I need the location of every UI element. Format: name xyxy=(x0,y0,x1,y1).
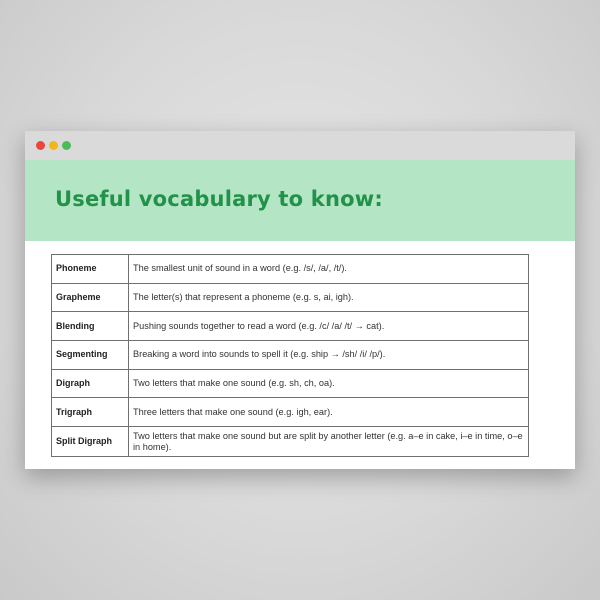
term-cell: Segmenting xyxy=(52,341,129,370)
definition-cell: The smallest unit of sound in a word (e.g. /s/, /a/, /t/). xyxy=(129,255,529,284)
heading-banner xyxy=(25,160,575,241)
window-titlebar xyxy=(25,131,575,160)
maximize-window-icon[interactable] xyxy=(62,141,71,150)
table-row xyxy=(52,427,529,457)
definition-cell: Pushing sounds together to read a word (e.g. /c/ /a/ /t/ → cat). xyxy=(129,312,529,341)
table-row xyxy=(52,369,529,398)
table-row xyxy=(52,255,529,284)
browser-window xyxy=(25,131,575,469)
table-row xyxy=(52,341,529,370)
close-window-icon[interactable] xyxy=(36,141,45,150)
term-cell: Split Digraph xyxy=(52,427,129,457)
minimize-window-icon[interactable] xyxy=(49,141,58,150)
definition-cell: Breaking a word into sounds to spell it (e.g. ship → /sh/ /i/ /p/). xyxy=(129,341,529,370)
term-cell: Trigraph xyxy=(52,398,129,427)
table-row xyxy=(52,312,529,341)
term-cell: Grapheme xyxy=(52,283,129,312)
table-row xyxy=(52,283,529,312)
term-cell: Blending xyxy=(52,312,129,341)
definition-cell: Two letters that make one sound but are split by another letter (e.g. a–e in cake, i–e in time, o–e in home). xyxy=(129,427,529,457)
term-cell: Phoneme xyxy=(52,255,129,284)
table-row xyxy=(52,398,529,427)
definition-cell: The letter(s) that represent a phoneme (e.g. s, ai, igh). xyxy=(129,283,529,312)
page-title: Useful vocabulary to know: xyxy=(55,187,383,211)
definition-cell: Two letters that make one sound (e.g. sh, ch, oa). xyxy=(129,369,529,398)
vocabulary-table xyxy=(51,254,529,457)
term-cell: Digraph xyxy=(52,369,129,398)
definition-cell: Three letters that make one sound (e.g. igh, ear). xyxy=(129,398,529,427)
